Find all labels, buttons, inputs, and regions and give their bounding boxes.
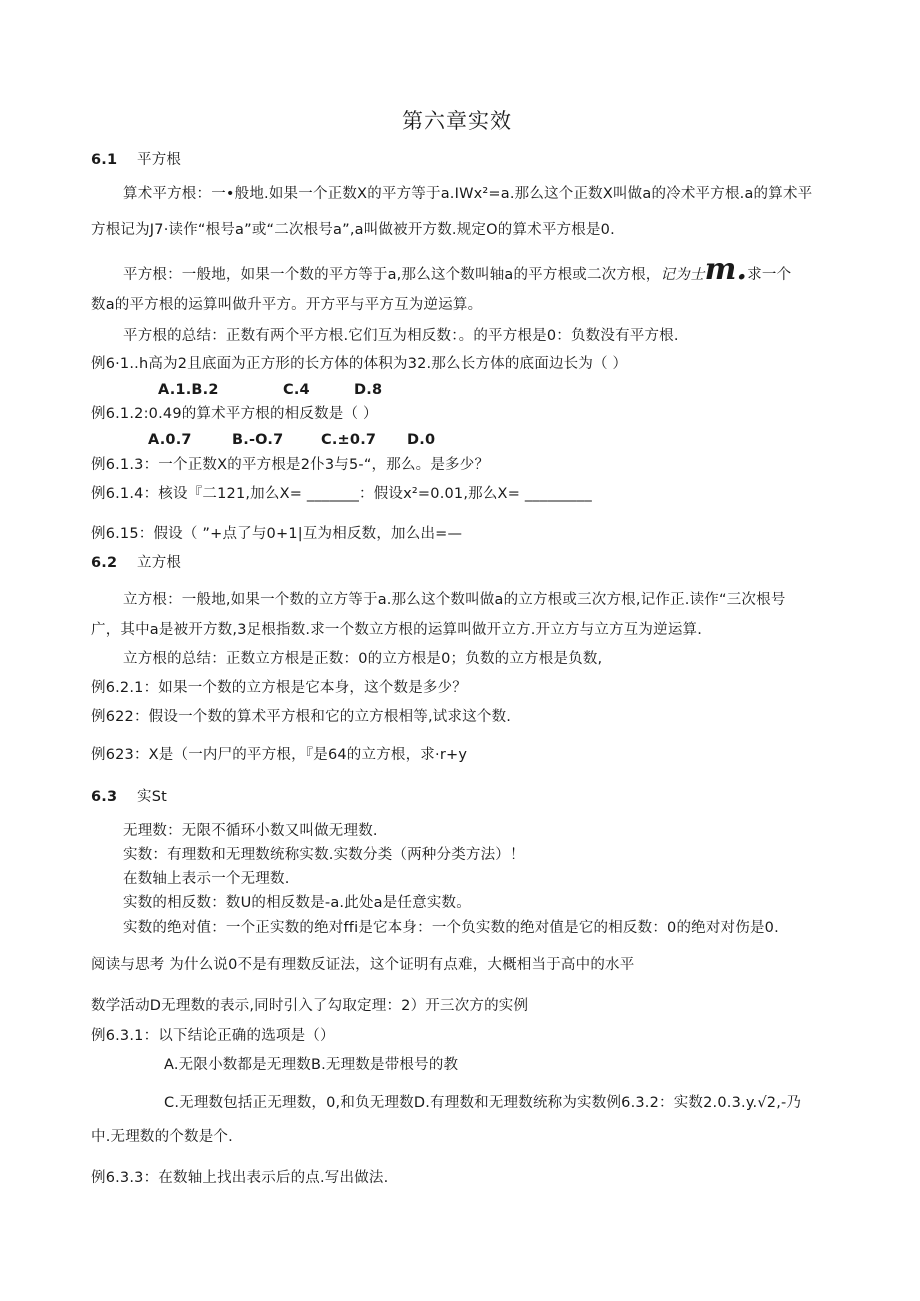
example-6-2-1: 例6.2.1：如果一个数的立方根是它本身，这个数是多少？ bbox=[91, 680, 467, 696]
cube-root-summary: 立方根的总结：正数立方根是正数：0的立方根是0；负数的立方根是负数, bbox=[123, 651, 603, 667]
example-6-3-3: 例6.3.3：在数轴上找出表示后的点.写出做法. bbox=[91, 1170, 389, 1186]
section-heading-6-1 bbox=[91, 150, 181, 170]
sqrt-def-text: 平方根：一般地，如果一个数的平方等于a,那么这个数叫轴a的平方根或二次方根， bbox=[123, 267, 661, 283]
number-line-note: 在数轴上表示一个无理数. bbox=[123, 871, 290, 887]
example-6-1-1-option-d: D.8 bbox=[354, 382, 383, 398]
real-number-def: 实数：有理数和无理数统称实数.实数分类（两种分类方法）！ bbox=[123, 847, 525, 863]
example-6-3-1-option-ab: A.无限小数都是无理数B.无理数是带根号的教 bbox=[164, 1057, 459, 1073]
sqrt-def-line1 bbox=[123, 252, 792, 287]
sqrt-def-line2: 数a的平方根的运算叫做升平方。开方平与平方互为逆运算。 bbox=[91, 297, 483, 313]
example-6-3-1-option-cd: C.无理数包括正无理数，0,和负无理数D.有理数和无理数统称为实数例6.3.2：实数2.0.3.y.√2,-乃 bbox=[164, 1095, 802, 1111]
example-6-3-1-question: 例6.3.1：以下结论正确的选项是（） bbox=[91, 1028, 335, 1044]
example-6-1-2-option-a: A.0.7 bbox=[148, 432, 192, 448]
sqrt-notation-label: 记为士 bbox=[660, 267, 705, 283]
cube-root-def-line1: 立方根：一般地,如果一个数的立方等于a.那么这个数叫做a的立方根或三次方根,记作正.读作“三次根号 bbox=[123, 592, 786, 608]
example-6-3-2-continuation: 中.无理数的个数是个. bbox=[91, 1129, 233, 1145]
sqrt-def-tail: 求一个 bbox=[747, 267, 792, 283]
section-number: 6.3 bbox=[91, 789, 118, 805]
example-6-2-2: 例622：假设一个数的算术平方根和它的立方根相等,试求这个数. bbox=[91, 709, 512, 725]
example-6-1-1-question: 例6·1..h高为2且底面为正方形的长方体的体积为32.那么长方体的底面边长为（ ） bbox=[91, 356, 628, 372]
example-6-1-3: 例6.1.3：一个正数X的平方根是2仆3与5-“，那么。是多少？ bbox=[91, 457, 490, 473]
section-name: 平方根 bbox=[137, 152, 182, 168]
real-absolute-def: 实数的绝对值：一个正实数的绝对ffi是它本身：一个负实数的绝对值是它的相反数：0的绝对对伤是0. bbox=[123, 920, 779, 936]
example-6-1-2-option-d: D.0 bbox=[407, 432, 436, 448]
example-6-1-1-option-ab: A.1.B.2 bbox=[158, 382, 219, 398]
example-6-1-2-option-c: C.±0.7 bbox=[321, 432, 377, 448]
sqrt-notation-symbol: m. bbox=[704, 252, 748, 287]
section-number: 6.1 bbox=[91, 152, 118, 168]
section-heading-6-2 bbox=[91, 553, 181, 573]
arith-sqrt-def-line1: 算术平方根：一•般地.如果一个正数X的平方等于a.IWx²=a.那么这个正数X叫做a的冷术平方根.a的算术平 bbox=[123, 186, 813, 202]
example-6-1-4: 例6.1.4：核设『二121,加么X= _______：假设x²=0.01,那么X= _________ bbox=[91, 486, 592, 502]
section-name: 实St bbox=[137, 789, 167, 805]
math-activity: 数学活动D无理数的表示,同时引入了勾取定理：2）开三次方的实例 bbox=[91, 998, 529, 1014]
arith-sqrt-def-line2: 方根记为J7·读作“根号a”或“二次根号a”,a叫做被开方数.规定O的算术平方根是0. bbox=[91, 222, 615, 238]
cube-root-def-line2: 广，其中a是被开方数,3足根指数.求一个数立方根的运算叫做开立方.开立方与立方互为逆运算. bbox=[91, 622, 703, 638]
reading-and-thinking: 阅读与思考 为什么说0不是有理数反证法，这个证明有点难，大概相当于高中的水平 bbox=[91, 957, 635, 973]
example-6-1-1-option-c: C.4 bbox=[283, 382, 310, 398]
example-6-2-3: 例623：X是（一内尸的平方根，『是64的立方根，求·r+y bbox=[91, 747, 468, 763]
section-name: 立方根 bbox=[137, 555, 182, 571]
chapter-title: 第六章实效 bbox=[402, 109, 512, 133]
section-number: 6.2 bbox=[91, 555, 118, 571]
example-6-1-2-option-b: B.-O.7 bbox=[232, 432, 284, 448]
sqrt-summary: 平方根的总结：正数有两个平方根.它们互为相反数：。的平方根是0：负数没有平方根. bbox=[123, 328, 679, 344]
example-6-1-2-question: 例6.1.2:0.49的算术平方根的相反数是（ ） bbox=[91, 406, 378, 422]
section-heading-6-3 bbox=[91, 787, 167, 807]
real-opposite-def: 实数的相反数：数U的相反数是-a.此处a是任意实数。 bbox=[123, 895, 471, 911]
example-6-1-5: 例6.15：假设（ ”+点了与0+1|互为相反数，加么出=— bbox=[91, 526, 463, 542]
irrational-def: 无理数：无限不循环小数又叫做无理数. bbox=[123, 823, 378, 839]
